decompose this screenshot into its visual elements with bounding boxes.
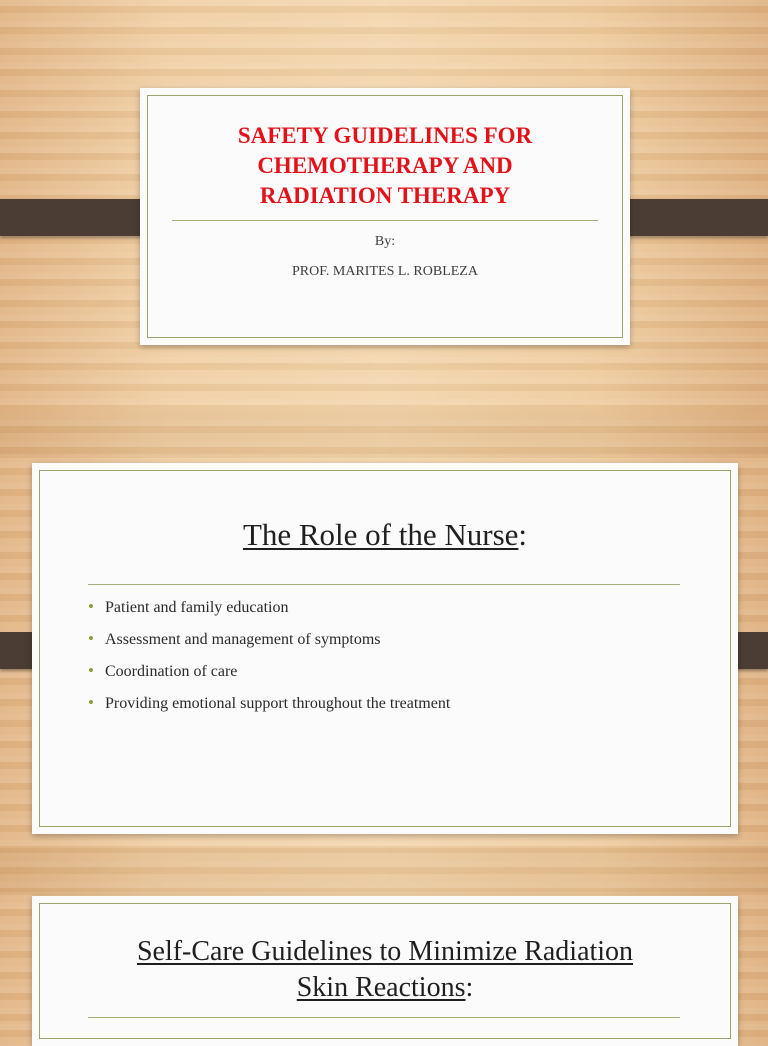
heading-text: The Role of the Nurse [242, 517, 519, 552]
author-name: PROF. MARITES L. ROBLEZA [292, 264, 478, 279]
title-slide [140, 88, 630, 345]
by-label: By: [374, 234, 396, 249]
list-item-text: Assessment and management of symptoms [105, 631, 381, 648]
wood-band [0, 412, 768, 458]
list-item [88, 693, 450, 725]
slide-title [140, 121, 630, 211]
list-item [88, 597, 450, 629]
divider [172, 220, 598, 221]
heading-colon: : [518, 517, 528, 552]
title-line: CHEMOTHERAPY AND [257, 153, 513, 178]
bullet-list [88, 597, 450, 725]
divider [88, 584, 680, 585]
list-item [88, 661, 450, 693]
decorative-tab-left [0, 199, 156, 236]
heading-colon: : [465, 972, 474, 1003]
list-item-text: Providing emotional support throughout the treatment [105, 695, 451, 712]
title-line: RADIATION THERAPY [259, 183, 511, 208]
heading-text: Skin Reactions [296, 972, 466, 1003]
list-item [88, 629, 450, 661]
bullet-icon: • [88, 693, 94, 712]
wood-band [0, 848, 768, 892]
bullet-icon: • [88, 597, 94, 616]
slide-heading [32, 517, 738, 553]
bullet-icon: • [88, 629, 94, 648]
list-item-text: Patient and family education [105, 599, 289, 616]
nurse-role-slide [32, 463, 738, 834]
heading-text: Self-Care Guidelines to Minimize Radiation [136, 936, 634, 967]
divider [88, 1017, 680, 1018]
decorative-tab-right [613, 199, 768, 236]
list-item-text: Coordination of care [105, 663, 238, 680]
slide-heading [32, 934, 738, 1006]
title-line: SAFETY GUIDELINES FOR [237, 123, 533, 148]
bullet-icon: • [88, 661, 94, 680]
